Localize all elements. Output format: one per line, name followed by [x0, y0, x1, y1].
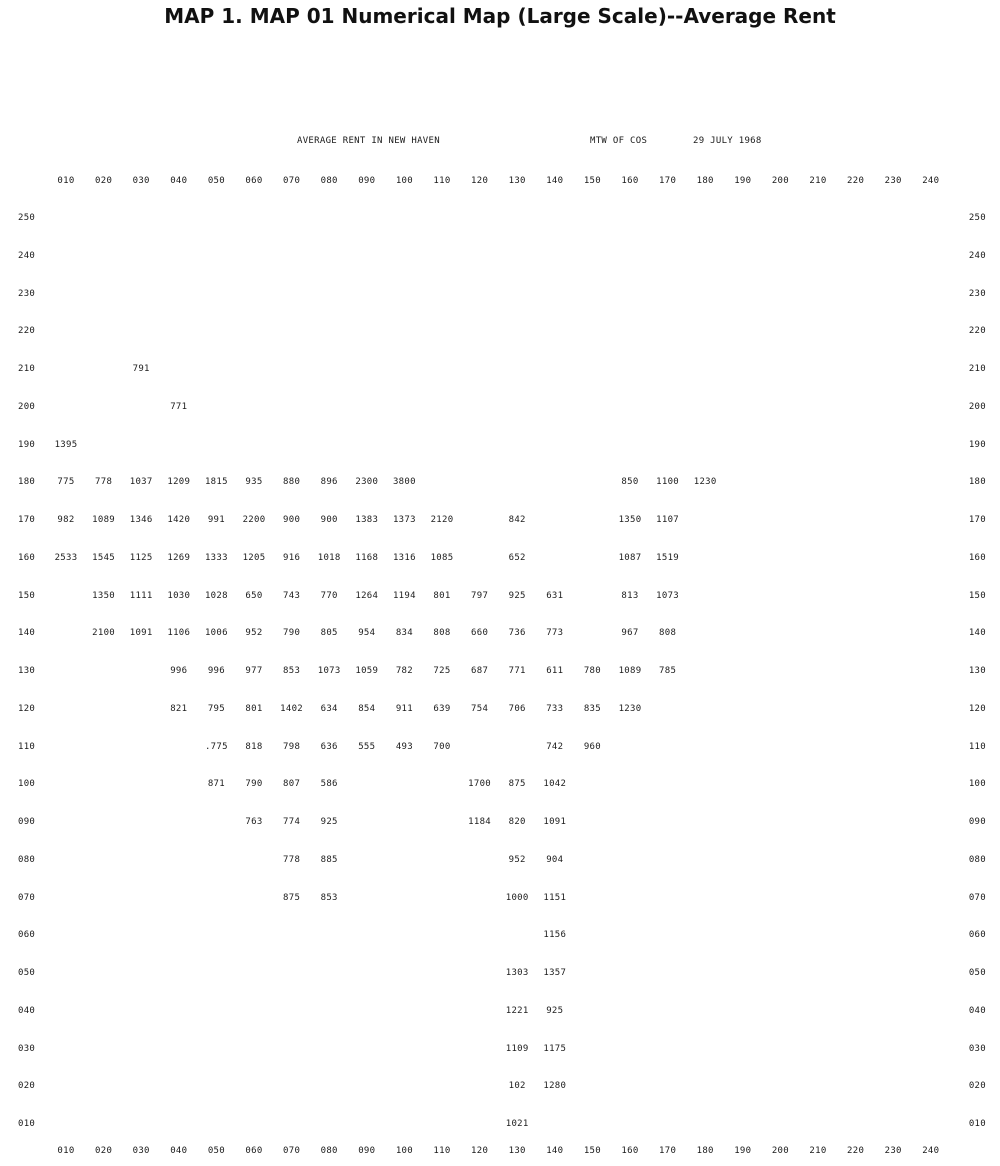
rent-value-cell: 925	[546, 1005, 564, 1016]
column-label-bottom: 140	[546, 1146, 564, 1156]
column-label-bottom: 240	[922, 1146, 940, 1156]
rent-value-cell: 875	[283, 892, 301, 903]
rent-value-cell: 991	[207, 515, 225, 525]
rent-value-cell: 778	[95, 477, 113, 488]
rent-value-cell: 911	[395, 703, 413, 714]
rent-value-cell: 763	[245, 817, 263, 827]
row-label-right: 210	[968, 364, 986, 374]
rent-value-cell: 1303	[505, 968, 529, 978]
rent-value-cell: 982	[57, 515, 75, 525]
rent-value-cell: 954	[358, 628, 376, 639]
rent-value-cell: 771	[170, 401, 188, 412]
rent-value-cell: 1030	[167, 590, 191, 601]
rent-value-cell: 797	[471, 590, 489, 601]
row-label-right: 040	[968, 1005, 986, 1016]
row-label-right: 010	[968, 1119, 986, 1129]
rent-value-cell: 801	[433, 590, 451, 601]
rent-value-cell: 1168	[355, 552, 379, 563]
rent-value-cell: 652	[508, 552, 526, 563]
rent-value-cell: 790	[283, 628, 301, 639]
rent-value-cell: 853	[320, 892, 338, 903]
column-label-top: 120	[471, 176, 489, 186]
column-label-bottom: 220	[847, 1146, 865, 1156]
rent-value-cell: 1111	[129, 590, 153, 601]
rent-value-cell: 555	[358, 741, 376, 752]
rent-value-cell: 639	[433, 703, 451, 714]
column-label-top: 150	[583, 176, 601, 186]
row-label-left: 030	[18, 1043, 36, 1054]
rent-value-cell: 782	[395, 666, 413, 676]
rent-value-cell: 1205	[242, 552, 266, 563]
rent-value-cell: 916	[283, 552, 301, 563]
rent-value-cell: 801	[245, 703, 263, 714]
rent-value-cell: 1073	[317, 666, 341, 676]
row-label-right: 140	[968, 628, 986, 639]
column-label-bottom: 170	[659, 1146, 677, 1156]
rent-value-cell: 1087	[618, 552, 642, 563]
column-label-top: 160	[621, 176, 639, 186]
row-label-right: 090	[968, 817, 986, 827]
rent-value-cell: 1175	[543, 1043, 567, 1054]
rent-value-cell: 1184	[468, 817, 492, 827]
column-label-top: 100	[395, 176, 413, 186]
rent-value-cell: 1280	[543, 1081, 567, 1092]
row-label-left: 250	[18, 213, 36, 223]
rent-value-cell: 1089	[618, 666, 642, 676]
rent-value-cell: 798	[283, 741, 301, 752]
rent-value-cell: 1230	[618, 703, 642, 714]
column-label-top: 080	[320, 176, 338, 186]
rent-value-cell: 805	[320, 628, 338, 639]
rent-value-cell: 650	[245, 590, 263, 601]
column-label-top: 060	[245, 176, 263, 186]
rent-value-cell: 634	[320, 703, 338, 714]
rent-value-cell: 493	[395, 741, 413, 752]
row-label-right: 220	[968, 326, 986, 337]
row-label-right: 130	[968, 666, 986, 676]
column-label-bottom: 060	[245, 1146, 263, 1156]
row-label-left: 190	[18, 439, 36, 450]
rent-value-cell: 1350	[92, 590, 116, 601]
row-label-left: 210	[18, 364, 36, 374]
rent-value-cell: 996	[207, 666, 225, 676]
row-label-left: 160	[18, 552, 36, 563]
column-label-top: 240	[922, 176, 940, 186]
rent-value-cell: 586	[320, 779, 338, 790]
rent-value-cell: 1815	[204, 477, 228, 488]
rent-value-cell: 1221	[505, 1005, 529, 1016]
row-label-left: 050	[18, 968, 36, 978]
rent-value-cell: 725	[433, 666, 451, 676]
row-label-left: 170	[18, 515, 36, 525]
row-label-left: 100	[18, 779, 36, 790]
rent-value-cell: 1156	[543, 930, 567, 941]
rent-value-cell: 821	[170, 703, 188, 714]
rent-value-cell: 925	[320, 817, 338, 827]
rent-value-cell: 842	[508, 515, 526, 525]
column-label-bottom: 150	[583, 1146, 601, 1156]
rent-value-cell: 1151	[543, 892, 567, 903]
rent-value-cell: 631	[546, 590, 564, 601]
row-label-right: 110	[968, 741, 986, 752]
column-label-top: 180	[696, 176, 714, 186]
column-label-top: 140	[546, 176, 564, 186]
rent-value-cell: 770	[320, 590, 338, 601]
rent-value-cell: 996	[170, 666, 188, 676]
rent-value-cell: 1028	[204, 590, 228, 601]
row-label-right: 230	[968, 288, 986, 299]
row-label-right: 160	[968, 552, 986, 563]
map-heading	[0, 136, 762, 176]
rent-value-cell: 1194	[392, 590, 416, 601]
rent-value-cell: 900	[320, 515, 338, 525]
rent-value-cell: 791	[132, 364, 150, 374]
rent-value-cell: 2200	[242, 515, 266, 525]
rent-value-cell: 1373	[392, 515, 416, 525]
row-label-left: 180	[18, 477, 36, 488]
column-label-top: 200	[771, 176, 789, 186]
map-source: MTW OF COS	[590, 136, 648, 146]
rent-value-cell: 952	[508, 854, 526, 865]
rent-value-cell: 733	[546, 703, 564, 714]
rent-value-cell: 780	[583, 666, 601, 676]
rent-value-cell: 1073	[656, 590, 680, 601]
row-label-right: 080	[968, 854, 986, 865]
rent-value-cell: 742	[546, 741, 564, 752]
column-label-bottom: 100	[395, 1146, 413, 1156]
rent-value-cell: 1091	[543, 817, 567, 827]
column-label-bottom: 180	[696, 1146, 714, 1156]
row-label-left: 010	[18, 1119, 36, 1129]
column-label-bottom: 160	[621, 1146, 639, 1156]
rent-value-cell: 875	[508, 779, 526, 790]
column-label-bottom: 050	[207, 1146, 225, 1156]
rent-value-cell: 1545	[92, 552, 116, 563]
rent-value-cell: 854	[358, 703, 376, 714]
rent-value-cell: 820	[508, 817, 526, 827]
rent-value-cell: 880	[283, 477, 301, 488]
rent-value-cell: 1700	[468, 779, 492, 790]
rent-value-cell: 2100	[92, 628, 116, 639]
rent-value-cell: 850	[621, 477, 639, 488]
column-label-bottom: 030	[132, 1146, 150, 1156]
rent-value-cell: 834	[395, 628, 413, 639]
rent-value-cell: 743	[283, 590, 301, 601]
rent-value-cell: 1000	[505, 892, 529, 903]
column-label-top: 190	[734, 176, 752, 186]
map-date: 29 JULY 1968	[693, 136, 762, 146]
rent-value-cell: 1395	[54, 439, 78, 450]
column-label-bottom: 010	[57, 1146, 75, 1156]
rent-value-cell: 935	[245, 477, 263, 488]
row-label-left: 230	[18, 288, 36, 299]
row-label-right: 240	[968, 250, 986, 261]
column-label-bottom: 130	[508, 1146, 526, 1156]
rent-value-cell: 818	[245, 741, 263, 752]
rent-value-cell: 1037	[129, 477, 153, 488]
row-label-left: 060	[18, 930, 36, 941]
rent-value-cell: 1383	[355, 515, 379, 525]
rent-value-cell: 1125	[129, 552, 153, 563]
rent-value-cell: 1085	[430, 552, 454, 563]
rent-value-cell: 960	[583, 741, 601, 752]
rent-value-cell: 1100	[656, 477, 680, 488]
row-label-left: 080	[18, 854, 36, 865]
row-label-left: 240	[18, 250, 36, 261]
row-label-right: 100	[968, 779, 986, 790]
map-title: AVERAGE RENT IN NEW HAVEN	[297, 136, 440, 146]
column-label-top: 010	[57, 176, 75, 186]
rent-value-cell: 900	[283, 515, 301, 525]
rent-value-cell: 871	[207, 779, 225, 790]
row-label-right: 030	[968, 1043, 986, 1054]
rent-value-cell: 807	[283, 779, 301, 790]
column-label-top: 070	[283, 176, 301, 186]
rent-value-cell: 1059	[355, 666, 379, 676]
rent-value-cell: 1006	[204, 628, 228, 639]
rent-value-cell: 611	[546, 666, 564, 676]
column-label-top: 210	[809, 176, 827, 186]
rent-value-cell: 1269	[167, 552, 191, 563]
rent-value-cell: 904	[546, 854, 564, 865]
column-label-top: 130	[508, 176, 526, 186]
rent-value-cell: 808	[433, 628, 451, 639]
rent-value-cell: 790	[245, 779, 263, 790]
row-label-left: 070	[18, 892, 36, 903]
column-label-bottom: 090	[358, 1146, 376, 1156]
row-label-right: 070	[968, 892, 986, 903]
rent-value-cell: 808	[659, 628, 677, 639]
rent-value-cell: 754	[471, 703, 489, 714]
row-label-right: 170	[968, 515, 986, 525]
rent-value-cell: 774	[283, 817, 301, 827]
row-label-left: 130	[18, 666, 36, 676]
rent-value-cell: 773	[546, 628, 564, 639]
row-label-left: 040	[18, 1005, 36, 1016]
row-label-left: 140	[18, 628, 36, 639]
row-label-left: 150	[18, 590, 36, 601]
rent-value-cell: 700	[433, 741, 451, 752]
rent-value-cell: 1402	[280, 703, 304, 714]
rent-value-cell: 2300	[355, 477, 379, 488]
column-label-bottom: 080	[320, 1146, 338, 1156]
column-label-top: 030	[132, 176, 150, 186]
row-label-right: 200	[968, 401, 986, 412]
rent-value-cell: 1333	[204, 552, 228, 563]
row-label-right: 060	[968, 930, 986, 941]
rent-value-cell: 687	[471, 666, 489, 676]
rent-value-cell: 896	[320, 477, 338, 488]
rent-value-cell: 1106	[167, 628, 191, 639]
rent-value-cell: 1357	[543, 968, 567, 978]
rent-value-cell: 1042	[543, 779, 567, 790]
rent-value-cell: 1107	[656, 515, 680, 525]
rent-value-cell: 706	[508, 703, 526, 714]
rent-value-cell: 835	[583, 703, 601, 714]
rent-value-cell: 785	[659, 666, 677, 676]
rent-value-cell: 952	[245, 628, 263, 639]
rent-value-cell: 1350	[618, 515, 642, 525]
row-label-left: 200	[18, 401, 36, 412]
rent-value-cell: 1519	[656, 552, 680, 563]
column-label-top: 230	[884, 176, 902, 186]
row-label-left: 020	[18, 1081, 36, 1092]
row-label-right: 180	[968, 477, 986, 488]
rent-value-cell: 636	[320, 741, 338, 752]
rent-value-cell: 1091	[129, 628, 153, 639]
rent-value-cell: 1021	[505, 1119, 529, 1129]
rent-value-cell: 853	[283, 666, 301, 676]
row-label-right: 150	[968, 590, 986, 601]
column-label-bottom: 210	[809, 1146, 827, 1156]
column-label-bottom: 120	[471, 1146, 489, 1156]
rent-value-cell: 1316	[392, 552, 416, 563]
row-label-left: 090	[18, 817, 36, 827]
rent-value-cell: 977	[245, 666, 263, 676]
rent-value-cell: 1230	[693, 477, 717, 488]
column-label-bottom: 190	[734, 1146, 752, 1156]
rent-value-cell: 813	[621, 590, 639, 601]
rent-value-cell: 736	[508, 628, 526, 639]
rent-value-cell: 660	[471, 628, 489, 639]
rent-value-cell: 885	[320, 854, 338, 865]
column-label-top: 090	[358, 176, 376, 186]
column-label-bottom: 230	[884, 1146, 902, 1156]
rent-value-cell: 967	[621, 628, 639, 639]
row-label-right: 020	[968, 1081, 986, 1092]
rent-value-cell: 3800	[392, 477, 416, 488]
rent-value-cell: 771	[508, 666, 526, 676]
row-label-left: 110	[18, 741, 36, 752]
column-label-bottom: 200	[771, 1146, 789, 1156]
row-label-right: 190	[968, 439, 986, 450]
rent-value-cell: 1420	[167, 515, 191, 525]
rent-value-cell: 102	[508, 1081, 526, 1092]
column-label-top: 050	[207, 176, 225, 186]
rent-value-cell: 1346	[129, 515, 153, 525]
rent-value-cell: 775	[57, 477, 75, 488]
column-label-top: 110	[433, 176, 451, 186]
column-label-bottom: 110	[433, 1146, 451, 1156]
row-label-right: 120	[968, 703, 986, 714]
row-label-left: 120	[18, 703, 36, 714]
row-label-left: 220	[18, 326, 36, 337]
rent-value-cell: 778	[283, 854, 301, 865]
row-label-right: 050	[968, 968, 986, 978]
column-label-top: 170	[659, 176, 677, 186]
rent-value-cell: 1018	[317, 552, 341, 563]
rent-value-cell: 2120	[430, 515, 454, 525]
rent-value-cell: 795	[207, 703, 225, 714]
page-title: MAP 1. MAP 01 Numerical Map (Large Scale)--Average Rent	[164, 4, 836, 28]
rent-value-cell: 1109	[505, 1043, 529, 1054]
rent-value-cell: 1089	[92, 515, 116, 525]
rent-value-cell: 925	[508, 590, 526, 601]
rent-value-cell: 2533	[54, 552, 78, 563]
rent-value-cell: 1209	[167, 477, 191, 488]
column-label-top: 040	[170, 176, 188, 186]
rent-value-cell: .775	[204, 741, 228, 752]
row-label-right: 250	[968, 213, 986, 223]
column-label-bottom: 020	[95, 1146, 113, 1156]
column-label-bottom: 070	[283, 1146, 301, 1156]
rent-value-cell: 1264	[355, 590, 379, 601]
column-label-top: 220	[847, 176, 865, 186]
column-label-bottom: 040	[170, 1146, 188, 1156]
column-label-top: 020	[95, 176, 113, 186]
